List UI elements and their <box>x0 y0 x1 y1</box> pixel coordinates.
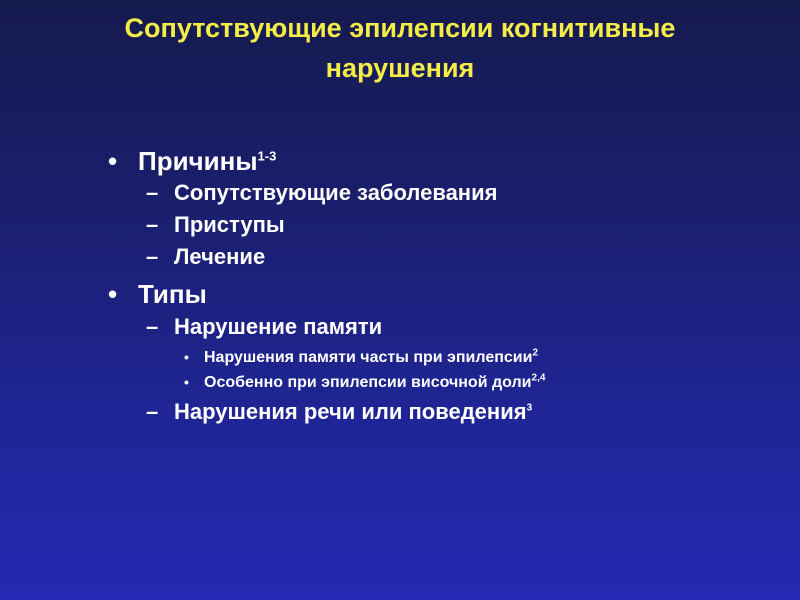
slide-title-line-2: нарушения <box>325 53 475 83</box>
subitem-memory <box>146 314 382 340</box>
subitem-comorbid-text: Сопутствующие заболевания <box>174 180 498 205</box>
subsubitem-memory-frequent-text: Нарушения памяти часты при эпилепсии <box>204 349 533 366</box>
bullet-marker: • <box>108 279 118 309</box>
dash-marker: – <box>146 314 159 339</box>
subitem-speech <box>146 399 532 425</box>
subsubitem-memory-frequent <box>184 346 538 369</box>
dash-marker: – <box>146 399 159 424</box>
dot-marker: • <box>184 374 189 390</box>
subsubitem-memory-temporal-ref: 2,4 <box>531 372 546 384</box>
subsubitem-memory-frequent-ref: 2 <box>532 347 539 359</box>
bullet-causes-ref: 1-3 <box>257 148 277 164</box>
dot-marker: • <box>184 349 189 365</box>
subitem-memory-text: Нарушение памяти <box>174 314 383 339</box>
subitem-speech-ref: 3 <box>526 402 533 414</box>
subitem-comorbid <box>146 180 497 206</box>
subsubitem-memory-temporal <box>184 371 545 394</box>
bullet-causes-text: Причины <box>138 146 258 176</box>
dash-marker: – <box>146 180 159 205</box>
slide-title-line-1: Сопутствующие эпилепсии когнитивные <box>124 13 676 43</box>
subitem-speech-text: Нарушения речи или поведения <box>174 399 527 424</box>
bullet-marker: • <box>108 146 118 176</box>
bullet-causes <box>108 146 276 176</box>
subitem-seizures-text: Приступы <box>174 212 285 237</box>
bullet-types <box>108 279 207 309</box>
subsubitem-memory-temporal-text: Особенно при эпилепсии височной доли <box>204 374 532 391</box>
subitem-treatment-text: Лечение <box>174 244 266 269</box>
subitem-seizures <box>146 212 285 238</box>
bullet-types-text: Типы <box>138 279 207 309</box>
dash-marker: – <box>146 212 159 237</box>
subitem-treatment <box>146 244 265 270</box>
dash-marker: – <box>146 244 159 269</box>
